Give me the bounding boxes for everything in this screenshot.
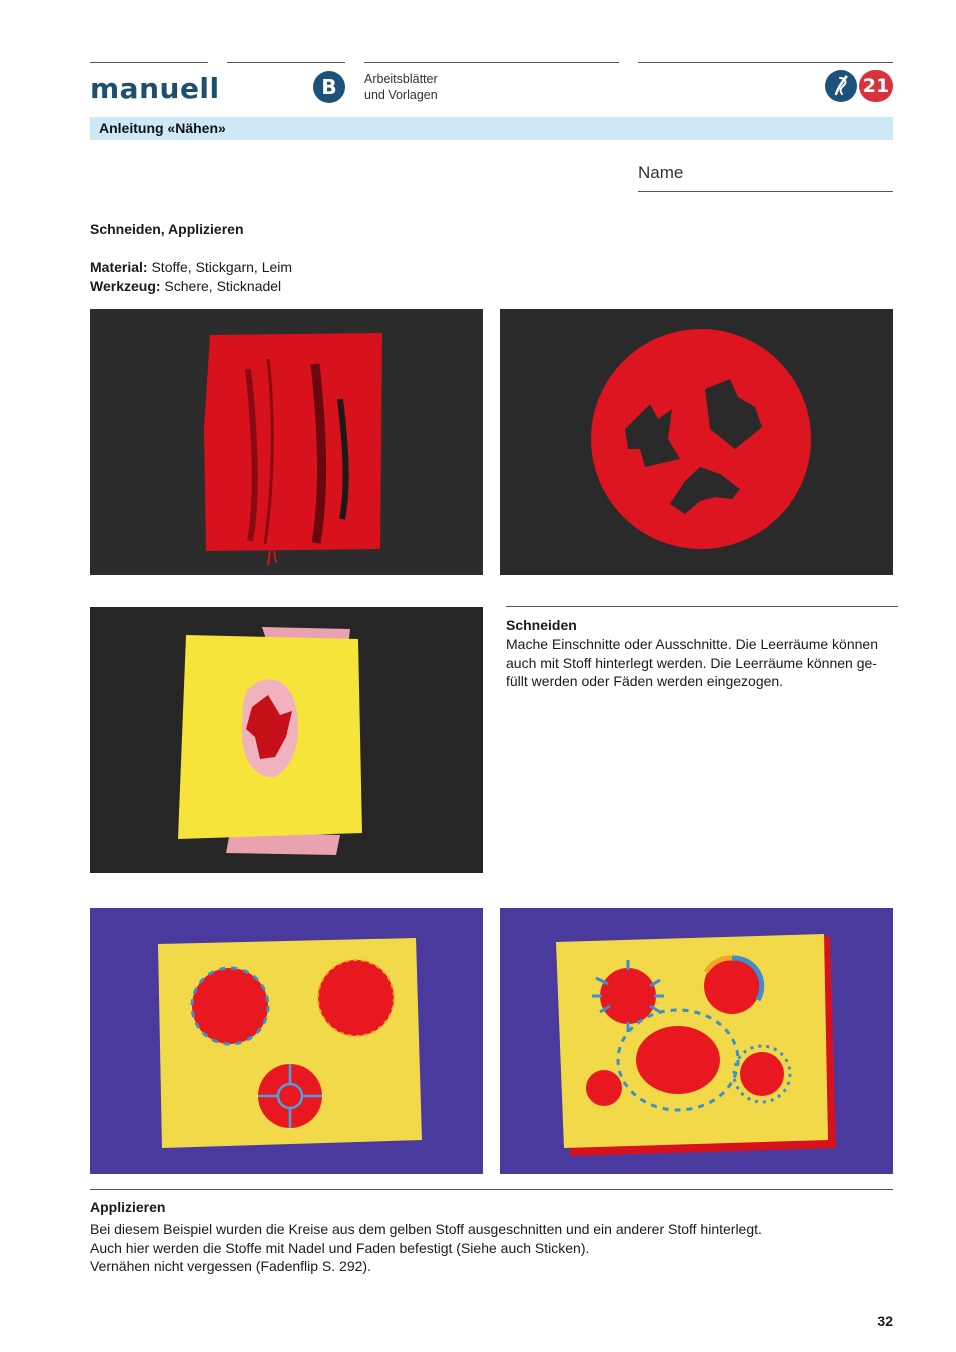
section-heading: Schneiden, Applizieren xyxy=(90,221,244,237)
name-label: Name xyxy=(638,163,684,182)
tools-label: Werkzeug: xyxy=(90,278,161,294)
header-rule xyxy=(364,62,619,63)
caption-line: Auch hier werden die Stoffe mit Nadel und Faden befestigt (Siehe auch Sticken). xyxy=(90,1239,590,1256)
yellow-felt-pink-backing-photo xyxy=(90,607,483,873)
yellow-felt-red-circles-photo xyxy=(90,908,483,1174)
header-rule xyxy=(227,62,345,63)
caption-line: auch mit Stoff hinterlegt werden. Die Leerräume können ge- xyxy=(506,654,877,671)
caption-line: Vernähen nicht vergessen (Fadenflip S. 292). xyxy=(90,1258,371,1274)
caption-title: Schneiden xyxy=(506,617,577,633)
caption-text xyxy=(90,1220,900,1276)
caption-title: Applizieren xyxy=(90,1199,166,1215)
subtitle-line: Arbeitsblätter xyxy=(364,72,438,86)
material-value: Stoffe, Stickgarn, Leim xyxy=(147,259,293,275)
header-rule xyxy=(638,62,893,63)
materials-block xyxy=(90,258,292,296)
header-subtitle xyxy=(364,71,438,103)
red-felt-circle-cutouts-photo xyxy=(500,309,893,575)
caption-line: füllt werden oder Fäden werden eingezogen. xyxy=(506,673,784,689)
title-bar xyxy=(90,117,893,140)
red-felt-slits-photo xyxy=(90,309,483,575)
caption-rule xyxy=(90,1189,893,1190)
caption-line: Bei diesem Beispiel wurden die Kreise aus dem gelben Stoff ausgeschnitten und ein anderer Stoff hinterlegt. xyxy=(90,1221,762,1237)
name-field-line xyxy=(638,191,893,192)
subtitle-line: und Vorlagen xyxy=(364,88,438,102)
page-number: 32 xyxy=(877,1313,893,1329)
chapter-number-badge: 21 xyxy=(859,70,893,102)
sewing-icon xyxy=(825,70,857,102)
caption-line: Mache Einschnitte oder Ausschnitte. Die Leerräume können xyxy=(506,636,878,652)
yellow-felt-stitched-circles-photo xyxy=(500,908,893,1174)
material-label: Material: xyxy=(90,259,148,275)
section-badge: B xyxy=(313,71,345,103)
manuell-logo: manuell xyxy=(90,72,220,105)
caption-text xyxy=(506,635,901,691)
page-title: Anleitung «Nähen» xyxy=(99,120,226,136)
header-rule xyxy=(90,62,208,63)
caption-rule xyxy=(506,606,898,607)
tools-value: Schere, Sticknadel xyxy=(160,278,282,294)
